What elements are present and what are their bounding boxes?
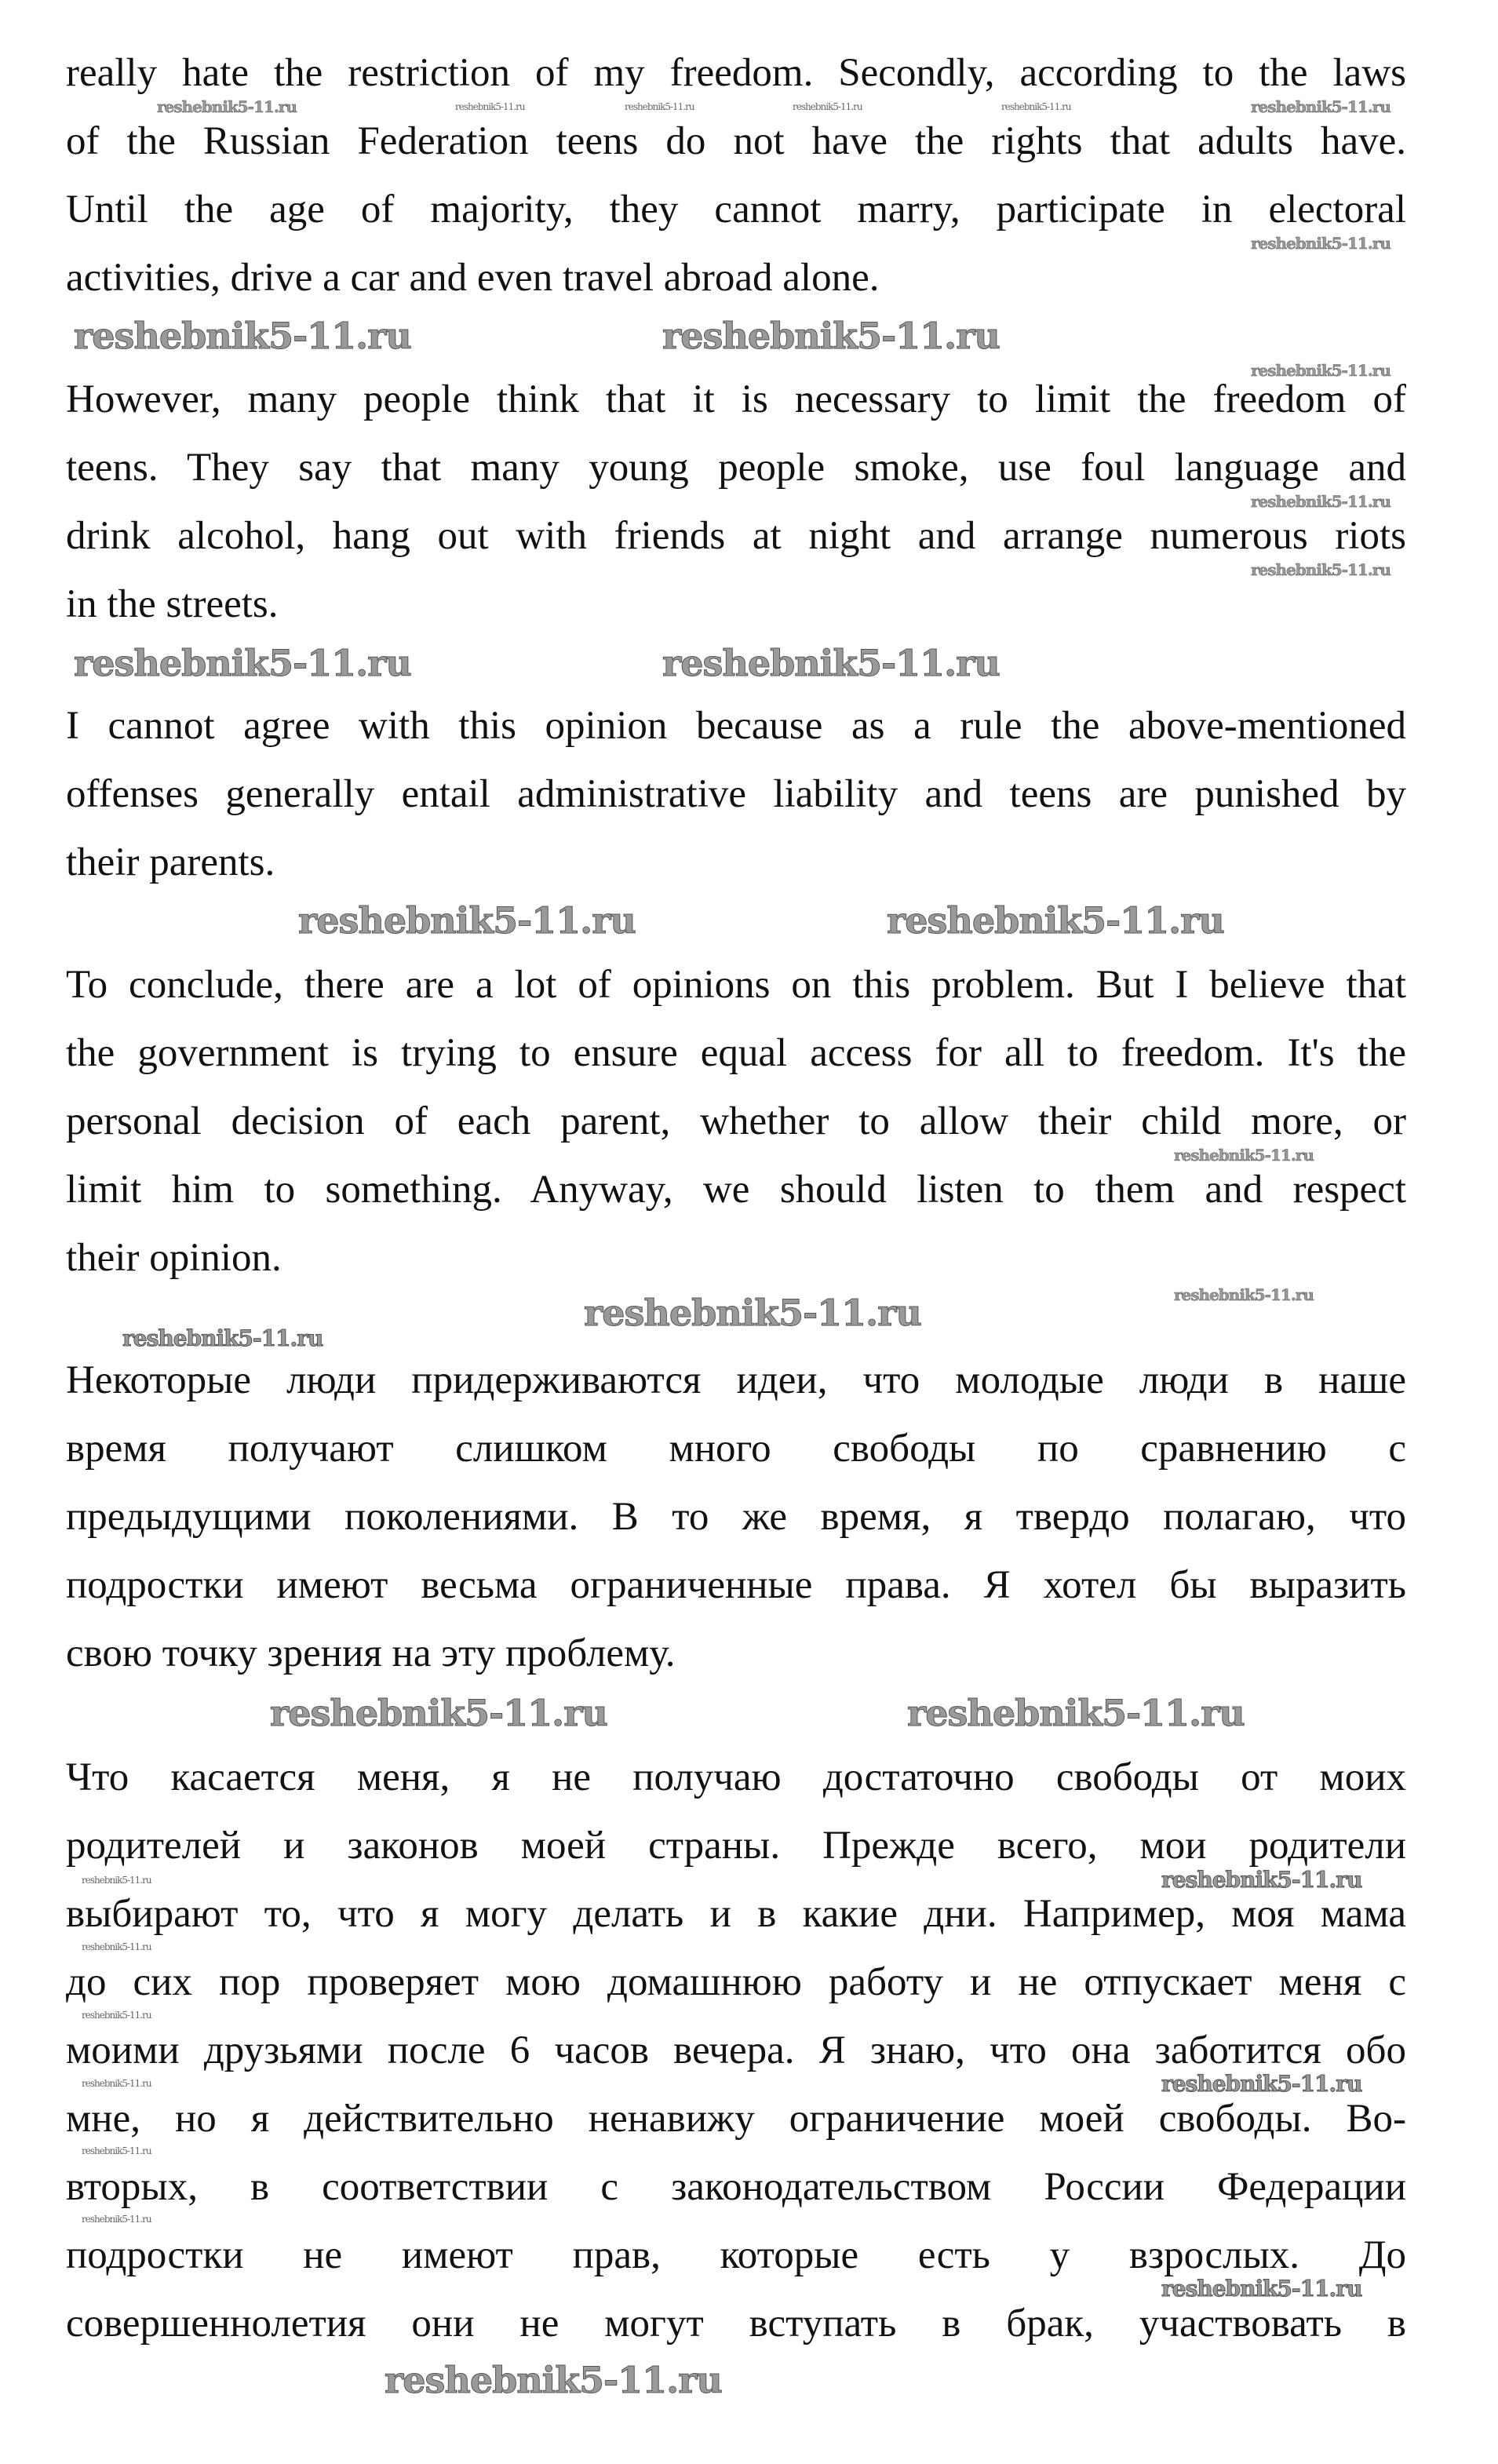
watermark: reshebnik5-11.ru: [1161, 2071, 1362, 2097]
text-line: drink alcohol, hang out with friends at night and arrange numerous riots: [66, 514, 1406, 558]
text-line: подростки не имеют прав, которые есть у взрослых. До: [66, 2233, 1406, 2277]
text-line: the government is trying to ensure equal access for all to freedom. It's the: [66, 1031, 1406, 1075]
watermark: reshebnik5-11.ru: [82, 1875, 151, 1886]
text-line: their opinion.: [66, 1236, 282, 1280]
text-line: their parents.: [66, 840, 275, 884]
text-line: I cannot agree with this opinion because as a rule the above-mentioned: [66, 704, 1406, 748]
watermark: reshebnik5-11.ru: [1161, 2276, 1362, 2302]
text-line: моими друзьями после 6 часов вечера. Я знаю, что она заботится обо: [66, 2028, 1406, 2072]
watermark: reshebnik5-11.ru: [1251, 492, 1390, 511]
text-line: родителей и законов моей страны. Прежде всего, мои родители: [66, 1824, 1406, 1868]
text-line: Некоторые люди придерживаются идеи, что молодые люди в наше: [66, 1358, 1406, 1402]
watermark: reshebnik5-11.ru: [82, 2010, 151, 2021]
watermark: reshebnik5-11.ru: [74, 315, 411, 357]
watermark: reshebnik5-11.ru: [887, 899, 1224, 942]
watermark: reshebnik5-11.ru: [1161, 1867, 1362, 1893]
text-line: teens. They say that many young people smoke, use foul language and: [66, 446, 1406, 490]
watermark: reshebnik5-11.ru: [662, 642, 1000, 684]
paragraph: [66, 377, 1406, 651]
watermark: reshebnik5-11.ru: [662, 315, 1000, 357]
watermark: reshebnik5-11.ru: [584, 1292, 921, 1334]
watermark: reshebnik5-11.ru: [907, 1692, 1245, 1734]
watermark: reshebnik5-11.ru: [625, 101, 694, 112]
text-line: offenses generally entail administrative liability and teens are punished by: [66, 772, 1406, 816]
watermark: reshebnik5-11.ru: [82, 2145, 151, 2156]
text-line: предыдущими поколениями. В то же время, я твердо полагаю, что: [66, 1495, 1406, 1539]
text-line: время получают слишком много свободы по сравнению с: [66, 1427, 1406, 1471]
paragraph: [66, 704, 1406, 909]
watermark: reshebnik5-11.ru: [385, 2359, 722, 2401]
text-line: To conclude, there are a lot of opinions on this problem. But I believe that: [66, 963, 1406, 1007]
watermark: reshebnik5-11.ru: [1251, 560, 1390, 579]
paragraph: [66, 51, 1406, 324]
watermark: reshebnik5-11.ru: [1251, 361, 1390, 380]
text-line: of the Russian Federation teens do not have the rights that adults have.: [66, 119, 1406, 163]
text-line: вторых, в соответствии с законодательством России Федерации: [66, 2165, 1406, 2209]
paragraph: [66, 1358, 1406, 1700]
text-line: in the streets.: [66, 582, 279, 626]
watermark: reshebnik5-11.ru: [82, 2078, 151, 2089]
watermark: reshebnik5-11.ru: [122, 1325, 323, 1351]
text-line: совершеннолетия они не могут вступать в брак, участвовать в: [66, 2302, 1406, 2346]
text-line: выбирают то, что я могу делать и в какие дни. Например, моя мама: [66, 1892, 1406, 1936]
text-line: Until the age of majority, they cannot marry, participate in electoral: [66, 188, 1406, 231]
watermark: reshebnik5-11.ru: [1001, 101, 1071, 112]
watermark: reshebnik5-11.ru: [74, 642, 411, 684]
text-line: Что касается меня, я не получаю достаточно свободы от моих: [66, 1755, 1406, 1799]
text-line: подростки имеют весьма ограниченные права. Я хотел бы выразить: [66, 1563, 1406, 1607]
watermark: reshebnik5-11.ru: [82, 2214, 151, 2225]
text-line: activities, drive a car and even travel abroad alone.: [66, 256, 880, 300]
watermark: reshebnik5-11.ru: [1174, 1146, 1314, 1165]
watermark: reshebnik5-11.ru: [298, 899, 636, 942]
watermark: reshebnik5-11.ru: [1251, 234, 1390, 253]
watermark: reshebnik5-11.ru: [157, 97, 297, 116]
watermark: reshebnik5-11.ru: [455, 101, 525, 112]
text-line: до сих пор проверяет мою домашнюю работу и не отпускает меня с: [66, 1960, 1406, 2004]
text-line: мне, но я действительно ненавижу ограничение моей свободы. Во-: [66, 2097, 1406, 2141]
text-line: limit him to something. Anyway, we should listen to them and respect: [66, 1168, 1406, 1212]
watermark: reshebnik5-11.ru: [1174, 1285, 1314, 1304]
watermark: reshebnik5-11.ru: [270, 1692, 607, 1734]
text-line: However, many people think that it is necessary to limit the freedom of: [66, 377, 1406, 421]
watermark: reshebnik5-11.ru: [793, 101, 862, 112]
paragraph: [66, 963, 1406, 1304]
watermark: reshebnik5-11.ru: [1251, 97, 1390, 116]
text-line: personal decision of each parent, whether to allow their child more, or: [66, 1099, 1406, 1143]
text-line: свою точку зрения на эту проблему.: [66, 1631, 676, 1675]
watermark: reshebnik5-11.ru: [82, 1941, 151, 1952]
text-line: really hate the restriction of my freedom. Secondly, according to the laws: [66, 51, 1406, 95]
